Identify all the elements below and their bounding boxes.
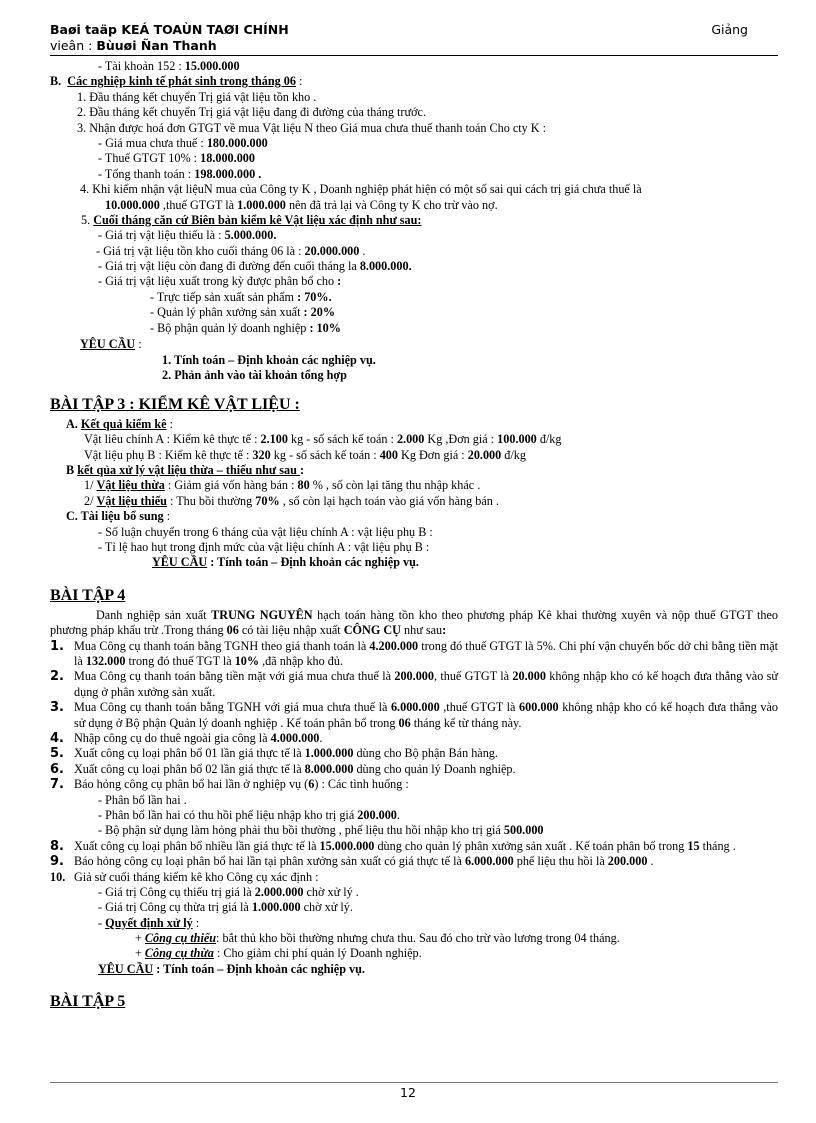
bt4-item-7-case-1: - Phân bổ lần hai . bbox=[98, 792, 187, 807]
header-author: Bùuøi Ñan Thanh bbox=[96, 38, 217, 53]
bt4-item-1: 1. Mua Công cụ thanh toán bằng TGNH theo giá thanh toán là 4.200.000 trong đó thuế GTGT là 5%. Chi phí vận chuyển bốc dở chi bằng tiền mặt là 132.000 trong đó thuế TGT là 10% ,đã nhập kho đủ. bbox=[50, 638, 779, 668]
bt4-item-10-decision: - Quyết định xử lý : bbox=[98, 915, 200, 930]
b-item-3a: - Giá mua chưa thuế : 180.000.000 bbox=[98, 135, 268, 150]
bt4-item-7-case-3: - Bộ phận sử dụng làm hỏng phải thu bồi thường , phế liệu thu hồi nhập kho trị giá 500.000 bbox=[98, 823, 544, 838]
b-requirement-2: 2. Phản ảnh vào tài khoản tổng hợp bbox=[162, 368, 347, 383]
b-item-2: 2. Đầu tháng kết chuyển Trị giá vật liệu đang đi đường của tháng trước. bbox=[77, 105, 426, 120]
b-item-4-line1: 4. Khi kiểm nhận vật liệuN mua của Công ty K , Doanh nghiệp phát hiện có một số sai qui cách trị giá chưa thuế là bbox=[80, 182, 642, 197]
b-item-4-line2: 10.000.000 ,thuế GTGT là 1.000.000 nên đã trả lại và Công ty K cho trừ vào nợ. bbox=[105, 197, 498, 212]
exercise-4-heading: BÀI TẬP 4 bbox=[50, 586, 126, 604]
bt3-row-aux-b: Vật liệu phụ B : Kiểm kê thực tế : 320 kg - số sách kế toán : 400 Kg Đơn giá : 20.000 đ/kg bbox=[84, 447, 526, 462]
bt4-decision-surplus: + Công cụ thừa : Cho giảm chi phí quản lý Doanh nghiệp. bbox=[135, 946, 422, 961]
bt3-c-title: C. Tài liệu bổ sung : bbox=[66, 509, 171, 524]
bt4-decision-shortage: + Công cụ thiếu: bắt thủ kho bồi thường nhưng chưa thu. Sau đó cho trừ vào lương trong 04 tháng. bbox=[135, 931, 620, 946]
bt4-item-7-case-2: - Phân bổ lần hai có thu hồi phế liệu nhập kho trị giá 200.000. bbox=[98, 807, 400, 822]
bt3-a-title: A. Kết quả kiểm kê : bbox=[66, 416, 173, 431]
b-item-5b: - Giá trị vật liệu tồn kho cuối tháng 06 là : 20.000.000 . bbox=[96, 243, 366, 258]
bt4-item-10-surplus: - Giá trị Công cụ thừa trị giá là 1.000.000 chờ xử lý. bbox=[98, 900, 353, 915]
alloc-2: - Quản lý phân xưởng sản xuất : 20% bbox=[150, 305, 336, 320]
page-header bbox=[50, 22, 780, 54]
bt3-c2: - Tỉ lệ hao hụt trong định mức của vật liệu chính A : vật liệu phụ B : bbox=[98, 539, 430, 554]
bt4-item-3: 3. Mua Công cụ thanh toán bằng TGNH với giá mua chưa thuế là 6.000.000 ,thuế GTGT là 600.000 không nhập kho có kế hoạch đưa thẳng vào sử dụng ở Bộ phận Quản lý doanh nghiệp . Kế toán phân bổ trong 06 tháng kể từ tháng này. bbox=[50, 700, 778, 730]
b-item-5c: - Giá trị vật liệu còn đang đi đường đến cuối tháng la 8.000.000. bbox=[98, 259, 412, 274]
bt4-item-8: 8. Xuất công cụ loại phân bổ nhiều lần giá thực tế là 15.000.000 dùng cho quản lý phân xưởng sản xuất . Kế toán phân bổ trong 15 tháng . bbox=[50, 838, 736, 854]
alloc-1: - Trực tiếp sản xuất sản phẩm : 70%. bbox=[150, 289, 332, 304]
b-item-5: 5. Cuối tháng căn cứ Biên bản kiểm kê Vật liệu xác định như sau: bbox=[81, 212, 422, 227]
b-requirement-1: 1. Tính toán – Định khoản các nghiệp vụ. bbox=[162, 353, 376, 368]
bt3-b-title: B kết qủa xử lý vật liệu thừa – thiếu như sau : bbox=[66, 462, 304, 477]
bt4-item-10-shortage: - Giá trị Công cụ thiếu trị giá là 2.000.000 chờ xử lý . bbox=[98, 884, 359, 899]
b-item-1: 1. Đầu tháng kết chuyển Trị giá vật liệu tồn kho . bbox=[77, 89, 317, 104]
header-right-label: Giảng bbox=[711, 22, 748, 37]
exercise-3-heading: BÀI TẬP 3 : KIỂM KÊ VẬT LIỆU : bbox=[50, 395, 300, 413]
bt4-item-4: 4. Nhập công cụ do thuê ngoài gia công là 4.000.000. bbox=[50, 730, 323, 746]
alloc-3: - Bộ phận quản lý doanh nghiệp : 10% bbox=[150, 320, 341, 335]
page-content bbox=[50, 59, 778, 1012]
bt3-b1: 1/ Vật liệu thừa : Giảm giá vốn hàng bán : 80 % , số còn lại tăng thu nhập khác . bbox=[84, 478, 481, 493]
footer-rule bbox=[50, 1082, 778, 1083]
b-requirement-label: YÊU CẦU : bbox=[80, 337, 142, 352]
b-item-3: 3. Nhận được hoá đơn GTGT về mua Vật liệu N theo Giá mua chưa thuế thanh toán Cho cty K : bbox=[77, 120, 547, 135]
b-item-3b: - Thuế GTGT 10% : 18.000.000 bbox=[98, 151, 255, 166]
bt4-intro: Danh nghiệp sản xuất TRUNG NGUYÊN hạch toán hàng tồn kho theo phương pháp Kê khai thường xuyên và nộp thuế GTGT theo phương pháp khấu trừ .Trong tháng 06 có tài liệu nhập xuất CÔNG CỤ như sau: bbox=[50, 607, 778, 638]
bt4-item-10: 10. Giả sử cuối tháng kiểm kê kho Công cụ xác định : bbox=[50, 869, 319, 884]
page-number: 12 bbox=[400, 1085, 416, 1100]
header-title: Baøi taäp KEÁ TOAÙN TAØI CHÍNH bbox=[50, 22, 289, 37]
exercise-5-heading: BÀI TẬP 5 bbox=[50, 993, 126, 1011]
section-b-title: B. Các nghiệp kinh tế phát sinh trong tháng 06 : bbox=[50, 74, 303, 89]
bt3-requirement: YÊU CẦU : Tính toán – Định khoản các nghiệp vụ. bbox=[152, 555, 419, 570]
b-item-3c: - Tổng thanh toán : 198.000.000 . bbox=[98, 166, 262, 181]
bt4-item-2: 2. Mua Công cụ thanh toán bằng tiền mặt với giá mua chưa thuế là 200.000, thuế GTGT là 20.000 không nhập kho có kế hoạch đưa thẳng vào sử dụng ở phân xưởng sản xuất. bbox=[50, 669, 778, 699]
bt4-requirement: YÊU CẦU : Tính toán – Định khoản các nghiệp vụ. bbox=[98, 961, 365, 976]
bt4-item-6: 6. Xuất công cụ loại phân bổ 02 lần giá thực tế là 8.000.000 dùng cho quản lý Doanh nghiệp. bbox=[50, 761, 516, 777]
header-subtitle: vieân : Bùuøi Ñan Thanh bbox=[50, 38, 217, 53]
bt4-item-5: 5. Xuất công cụ loại phân bổ 01 lần giá thực tế là 1.000.000 dùng cho Bộ phận Bán hàng. bbox=[50, 746, 498, 762]
bt3-b2: 2/ Vật liệu thiếu : Thu bồi thường 70% , số còn lại hạch toán vào giá vốn hàng bán . bbox=[84, 493, 499, 508]
tk152-line: - Tài khoản 152 : 15.000.000 bbox=[98, 59, 240, 73]
bt3-c1: - Số luận chuyển trong 6 tháng của vật liệu chính A : vật liệu phụ B : bbox=[98, 524, 433, 539]
b-item-5d: - Giá trị vật liệu xuất trong kỳ được phân bổ cho : bbox=[98, 274, 342, 289]
b-item-5a: - Giá trị vật liệu thiếu là : 5.000.000. bbox=[98, 228, 277, 243]
bt4-item-9: 9. Báo hỏng công cụ loại phân bổ hai lần tại phân xưởng sản xuất có giá thực tế là 6.000.000 phế liệu thu hồi là 200.000 . bbox=[50, 854, 654, 870]
bt4-item-7: 7. Báo hỏng công cụ phân bổ hai lần ở nghiệp vụ (6) : Các tình huống : bbox=[50, 777, 409, 793]
bt3-row-main-a: Vật liêu chính A : Kiểm kê thực tế : 2.100 kg - số sách kế toán : 2.000 Kg ,Đơn giá : 100.000 đ/kg bbox=[84, 432, 562, 447]
header-rule bbox=[50, 55, 778, 56]
